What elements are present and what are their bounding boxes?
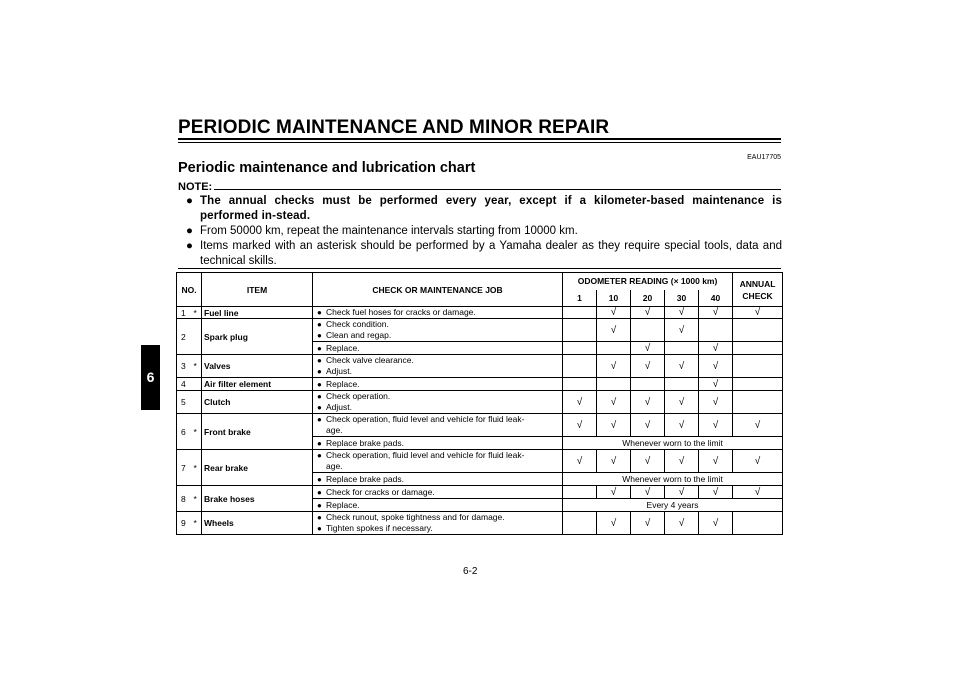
interval-check-cell: √ (563, 414, 597, 437)
job-line (317, 414, 560, 425)
interval-check-cell (563, 342, 597, 355)
job-line (317, 366, 560, 377)
interval-check-cell (563, 378, 597, 391)
item-name: Brake hoses (202, 486, 313, 512)
item-number: 4 (177, 378, 193, 391)
annual-check-cell (733, 391, 783, 414)
interval-check-cell: √ (597, 450, 631, 473)
dealer-asterisk: * (193, 486, 202, 512)
bullet-icon: ● (317, 500, 322, 510)
header-annual: ANNUAL CHECK (733, 273, 783, 307)
table-row (177, 450, 783, 473)
interval-check-cell (699, 319, 733, 342)
maintenance-chart (176, 272, 783, 535)
maintenance-job (313, 414, 563, 437)
interval-check-cell: √ (597, 307, 631, 319)
maintenance-job (313, 355, 563, 378)
interval-check-cell: √ (631, 486, 665, 499)
annual-check-cell (733, 319, 783, 342)
job-text: Replace. (326, 499, 360, 510)
interval-note: Every 4 years (563, 499, 783, 512)
bullet-icon: ● (317, 438, 322, 448)
interval-check-cell: √ (597, 512, 631, 535)
maintenance-job (313, 378, 563, 391)
maintenance-job (313, 319, 563, 342)
interval-check-cell: √ (597, 414, 631, 437)
interval-check-cell (563, 355, 597, 378)
table-row (177, 512, 783, 535)
bullet-icon: ● (317, 320, 322, 329)
item-number: 5 (177, 391, 193, 414)
bullet-icon: ● (317, 451, 322, 460)
note-item (186, 194, 782, 224)
header-item: ITEM (202, 273, 313, 307)
interval-check-cell: √ (631, 391, 665, 414)
annual-check-cell: √ (733, 450, 783, 473)
job-text: Check operation, fluid level and vehicle for fluid leak- (326, 414, 525, 424)
header-interval: 1 (563, 290, 597, 307)
header-interval: 40 (699, 290, 733, 307)
job-text: age. (326, 425, 343, 435)
maintenance-job (313, 473, 563, 486)
interval-check-cell: √ (665, 486, 699, 499)
item-number: 1 (177, 307, 193, 319)
job-line (317, 330, 560, 341)
header-no: NO. (177, 273, 202, 307)
job-text: Clean and regap. (326, 330, 392, 340)
bullet-icon: ● (317, 403, 322, 412)
dealer-asterisk: * (193, 307, 202, 319)
note-rule (214, 189, 781, 190)
note-item (186, 224, 782, 239)
header-interval: 20 (631, 290, 665, 307)
job-text: Replace brake pads. (326, 473, 404, 484)
annual-check-cell (733, 355, 783, 378)
annual-check-cell: √ (733, 486, 783, 499)
title-rule-thin (178, 142, 781, 143)
maintenance-job (313, 437, 563, 450)
interval-check-cell (563, 307, 597, 319)
job-line (317, 474, 560, 485)
note-item (186, 239, 782, 269)
job-text: Check runout, spoke tightness and for damage. (326, 512, 505, 522)
interval-check-cell: √ (665, 307, 699, 319)
interval-note: Whenever worn to the limit (563, 437, 783, 450)
interval-check-cell: √ (631, 342, 665, 355)
job-line (317, 523, 560, 534)
table-row (177, 378, 783, 391)
note-text: Items marked with an asterisk should be performed by a Yamaha dealer as they require special tools, data and technical skills. (200, 240, 782, 267)
table-row (177, 355, 783, 378)
interval-check-cell: √ (631, 414, 665, 437)
interval-check-cell: √ (631, 355, 665, 378)
dealer-asterisk (193, 391, 202, 414)
item-name: Front brake (202, 414, 313, 450)
item-number: 3 (177, 355, 193, 378)
job-text: Tighten spokes if necessary. (326, 523, 433, 533)
interval-check-cell: √ (631, 450, 665, 473)
note-label: NOTE: (178, 181, 213, 193)
interval-check-cell: √ (563, 450, 597, 473)
bullet-icon: ● (186, 195, 194, 207)
job-line (317, 343, 560, 354)
interval-check-cell: √ (665, 414, 699, 437)
interval-check-cell: √ (699, 414, 733, 437)
item-name: Wheels (202, 512, 313, 535)
annual-check-cell (733, 378, 783, 391)
annual-check-cell (733, 512, 783, 535)
note-text: The annual checks must be performed every year, except if a kilometer-based maintenance is performed in-stead. (200, 195, 782, 222)
job-line (317, 391, 560, 402)
dealer-asterisk: * (193, 414, 202, 450)
interval-check-cell (597, 342, 631, 355)
bullet-icon: ● (186, 240, 193, 252)
job-line (317, 450, 560, 461)
item-number: 6 (177, 414, 193, 450)
interval-check-cell: √ (597, 391, 631, 414)
interval-check-cell: √ (665, 319, 699, 342)
interval-check-cell: √ (597, 319, 631, 342)
interval-check-cell: √ (699, 512, 733, 535)
table-row (177, 414, 783, 437)
item-name: Rear brake (202, 450, 313, 486)
maintenance-job (313, 342, 563, 355)
bullet-icon: ● (317, 487, 322, 497)
bullet-icon: ● (317, 524, 322, 533)
item-name: Valves (202, 355, 313, 378)
interval-check-cell: √ (699, 391, 733, 414)
job-text: Adjust. (326, 402, 352, 412)
dealer-asterisk (193, 319, 202, 355)
job-line (317, 355, 560, 366)
interval-check-cell: √ (699, 307, 733, 319)
dealer-asterisk: * (193, 355, 202, 378)
interval-check-cell: √ (665, 512, 699, 535)
job-text: Replace. (326, 378, 360, 389)
interval-check-cell (563, 486, 597, 499)
dealer-asterisk (193, 378, 202, 391)
bullet-icon: ● (317, 367, 322, 376)
interval-check-cell: √ (563, 391, 597, 414)
section-title: Periodic maintenance and lubrication chart (178, 160, 476, 176)
bullet-icon: ● (317, 415, 322, 424)
job-line (317, 487, 560, 498)
job-line (317, 319, 560, 330)
job-text: Adjust. (326, 366, 352, 376)
job-text: Check operation, fluid level and vehicle for fluid leak- (326, 450, 525, 460)
job-text: Check operation. (326, 391, 391, 401)
maintenance-job (313, 499, 563, 512)
header-interval: 30 (665, 290, 699, 307)
interval-check-cell (597, 378, 631, 391)
table-row (177, 486, 783, 499)
job-text: Check valve clearance. (326, 355, 414, 365)
job-text: Check condition. (326, 319, 389, 329)
job-line (317, 402, 560, 413)
annual-check-cell: √ (733, 414, 783, 437)
title-rule (178, 138, 781, 140)
interval-check-cell: √ (699, 355, 733, 378)
page-number: 6-2 (463, 566, 478, 577)
interval-check-cell: √ (699, 342, 733, 355)
bullet-icon: ● (186, 225, 193, 237)
bullet-icon: ● (317, 392, 322, 401)
job-line (317, 438, 560, 449)
item-number: 7 (177, 450, 193, 486)
chapter-tab: 6 (141, 345, 160, 410)
interval-check-cell: √ (631, 512, 665, 535)
job-line (317, 379, 560, 390)
job-text: Check fuel hoses for cracks or damage. (326, 307, 476, 317)
maintenance-job (313, 512, 563, 535)
item-name: Fuel line (202, 307, 313, 319)
bullet-icon: ● (317, 474, 322, 484)
interval-check-cell: √ (597, 486, 631, 499)
job-line (317, 500, 560, 511)
item-number: 9 (177, 512, 193, 535)
job-text: age. (326, 461, 343, 471)
bullet-icon: ● (317, 513, 322, 522)
interval-check-cell: √ (699, 378, 733, 391)
bullet-icon: ● (317, 308, 322, 317)
bullet-icon: ● (317, 379, 322, 389)
interval-check-cell: √ (597, 355, 631, 378)
annual-check-cell: √ (733, 307, 783, 319)
table-row (177, 391, 783, 414)
item-number: 2 (177, 319, 193, 355)
reference-code: EAU17705 (747, 154, 781, 161)
interval-check-cell (665, 342, 699, 355)
table-row (177, 319, 783, 342)
bullet-icon: ● (317, 343, 322, 353)
interval-check-cell (563, 319, 597, 342)
interval-check-cell (665, 378, 699, 391)
maintenance-job (313, 486, 563, 499)
bullet-icon: ● (317, 331, 322, 340)
job-line (317, 461, 560, 472)
interval-check-cell: √ (631, 307, 665, 319)
job-line (317, 512, 560, 523)
interval-check-cell: √ (665, 391, 699, 414)
interval-check-cell: √ (665, 355, 699, 378)
job-text: Replace. (326, 342, 360, 353)
interval-check-cell: √ (699, 486, 733, 499)
item-name: Clutch (202, 391, 313, 414)
header-interval: 10 (597, 290, 631, 307)
job-line (317, 425, 560, 436)
item-name: Air filter element (202, 378, 313, 391)
interval-check-cell (631, 378, 665, 391)
header-odometer: ODOMETER READING (× 1000 km) (563, 273, 733, 290)
maintenance-job (313, 307, 563, 319)
table-row (177, 307, 783, 319)
note-text: From 50000 km, repeat the maintenance intervals starting from 10000 km. (200, 225, 578, 237)
annual-check-cell (733, 342, 783, 355)
item-name: Spark plug (202, 319, 313, 355)
dealer-asterisk: * (193, 512, 202, 535)
dealer-asterisk: * (193, 450, 202, 486)
bullet-icon: ● (317, 356, 322, 365)
interval-check-cell (563, 512, 597, 535)
interval-check-cell: √ (699, 450, 733, 473)
chapter-title: PERIODIC MAINTENANCE AND MINOR REPAIR (178, 117, 610, 138)
item-number: 8 (177, 486, 193, 512)
interval-check-cell: √ (665, 450, 699, 473)
job-line (317, 307, 560, 318)
header-job: CHECK OR MAINTENANCE JOB (313, 273, 563, 307)
maintenance-job (313, 391, 563, 414)
interval-check-cell (631, 319, 665, 342)
note-end-rule (178, 268, 781, 269)
interval-note: Whenever worn to the limit (563, 473, 783, 486)
maintenance-job (313, 450, 563, 473)
job-text: Replace brake pads. (326, 437, 404, 448)
job-text: Check for cracks or damage. (326, 486, 435, 497)
